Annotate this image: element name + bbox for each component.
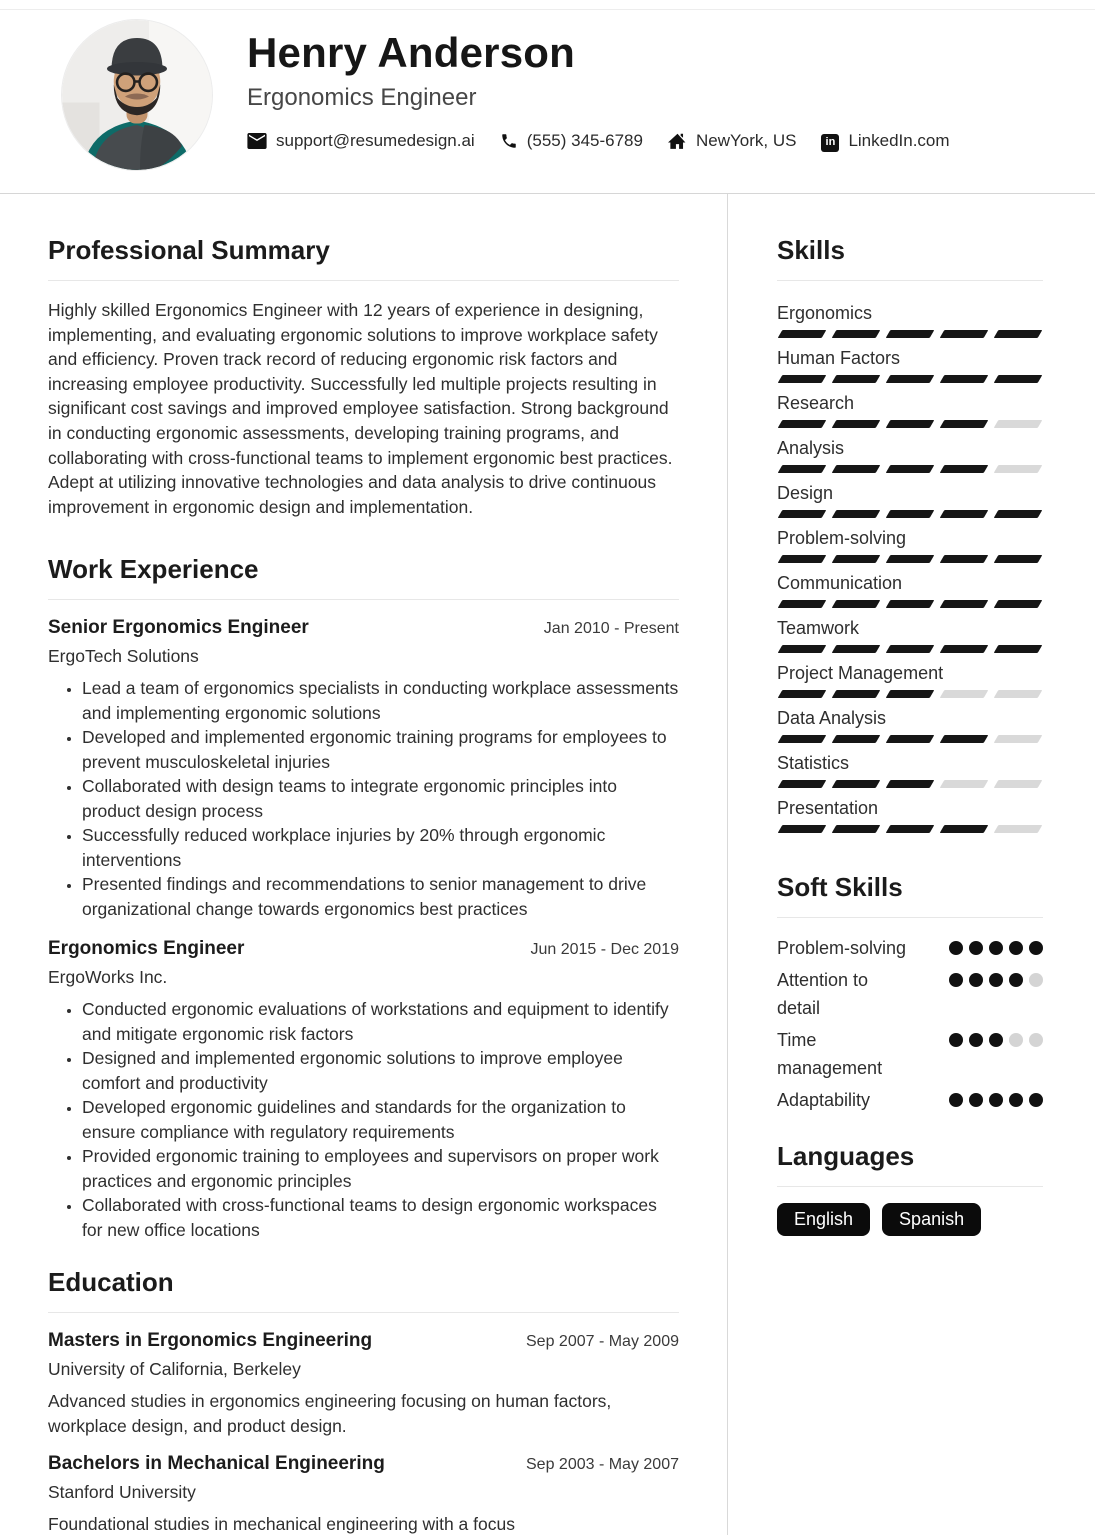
resume-body [0,194,1095,1535]
job-title: Ergonomics Engineer [48,938,245,960]
email-icon [247,133,267,149]
person-title: Ergonomics Engineer [247,84,477,111]
skill-bar-segment [994,510,1043,518]
skill-bar-segment [778,465,827,473]
skill-bar-segment [994,780,1043,788]
job-bullet: • Developed ergonomic guidelines and standards for the organization to ensure compliance with regulatory requirements [82,1095,679,1144]
skill-name: Analysis [777,438,845,458]
contact-text: NewYork, US [695,130,797,150]
soft-skill-dot [1029,1033,1043,1047]
work-experience-section [48,553,679,1242]
skill-bar-segment [778,735,827,743]
skill-item [777,751,1043,788]
skill-bar-segment [832,330,881,338]
soft-skill-dot [1009,1033,1023,1047]
skill-bar-segment [886,330,935,338]
education-head [48,1329,679,1353]
skill-bar-segment [886,825,935,833]
skill-name: Design [777,483,834,503]
education-description: Foundational studies in mechanical engineering with a focus [48,1514,515,1535]
languages-section [777,1140,1043,1236]
skill-level-bar [777,375,1043,383]
skill-level-bar [777,600,1043,608]
skill-level-bar [777,510,1043,518]
skill-item [777,436,1043,473]
skill-bar-segment [940,600,989,608]
soft-skill-dots [949,1093,1043,1107]
skill-bar-segment [994,375,1043,383]
skill-name: Problem-solving [777,528,907,548]
contact-row [247,130,1095,152]
skill-bar-segment [832,600,881,608]
skill-level-bar [777,330,1043,338]
soft-skill-dot [989,973,1003,987]
skill-name: Teamwork [777,618,860,638]
soft-skill-dot [949,941,963,955]
skill-item [777,301,1043,338]
skill-bar-segment [940,510,989,518]
soft-skill-item [777,934,1043,962]
sidebar-column [728,194,1095,1535]
job-head [48,616,679,640]
job-bullets [48,676,679,921]
skill-item [777,346,1043,383]
skill-item [777,661,1043,698]
degree-title: Bachelors in Mechanical Engineering [48,1453,385,1475]
skill-bar-segment [994,330,1043,338]
education-description: Advanced studies in ergonomics engineering focusing on human factors, workplace design, and product design. [48,1391,612,1436]
skill-bar-segment [886,510,935,518]
skill-bar-segment [940,780,989,788]
job-bullet: • Conducted ergonomic evaluations of workstations and equipment to identify and mitigate ergonomic risk factors [82,997,679,1046]
skill-bar-segment [778,780,827,788]
summary-text: Highly skilled Ergonomics Engineer with 12 years of experience in designing, implementing, and evaluating ergonomic solutions to improve workplace safety and efficiency. Proven track record of reducing ergonomic risk factors and increasing employee productivity. Successfully led multiple projects resulting in significant cost savings and improved employee satisfaction. Strong background in conducting ergonomic assessments, developing training programs, and collaborating with cross-functional teams to implement ergonomic best practices. Adept at utilizing innovative technologies and data analysis to drive continuous improvement in ergonomic design and implementation. [48,300,673,517]
job-entry [48,616,679,921]
education-section [48,1266,679,1537]
jobs-list [48,616,679,1242]
skill-bar-segment [994,465,1043,473]
skill-level-bar [777,465,1043,473]
skill-bar-segment [886,600,935,608]
education-dates: Sep 2003 - May 2007 [526,1456,679,1474]
job-company: ErgoTech Solutions [48,646,199,667]
skill-bar-segment [778,510,827,518]
language-pill: English [777,1203,870,1236]
skill-item [777,706,1043,743]
skill-bar-segment [832,420,881,428]
soft-skill-dot [969,1093,983,1107]
linkedin-icon [821,130,839,152]
skill-name: Human Factors [777,348,901,368]
soft-skill-name: Adaptability [777,1090,871,1110]
soft-skill-dot [969,941,983,955]
skill-level-bar [777,735,1043,743]
skill-bar-segment [940,330,989,338]
skill-level-bar [777,555,1043,563]
skill-bar-segment [832,465,881,473]
job-bullet: • Provided ergonomic training to employees and supervisors on proper work practices and ergonomic principles [82,1144,679,1193]
resume-header [0,0,1095,194]
skills-heading: Skills [777,234,1043,281]
soft-skill-dot [1009,941,1023,955]
education-dates: Sep 2007 - May 2009 [526,1333,679,1351]
skill-bar-segment [940,690,989,698]
job-entry [48,937,679,1242]
skill-bar-segment [994,555,1043,563]
skill-bar-segment [832,780,881,788]
skill-bar-segment [886,420,935,428]
soft-skill-item [777,1026,1043,1082]
languages-list [777,1203,1043,1236]
job-head [48,937,679,961]
soft-skill-name: Attention to detail [777,970,869,1018]
soft-skill-dot [1009,973,1023,987]
skill-bar-segment [886,645,935,653]
skill-name: Ergonomics [777,303,873,323]
skill-name: Presentation [777,798,879,818]
skill-bar-segment [778,825,827,833]
contact-text: support@resumedesign.ai [276,130,475,150]
summary-heading: Professional Summary [48,234,679,281]
education-entry [48,1452,679,1537]
job-bullet: • Developed and implemented ergonomic training programs for employees to prevent musculoskeletal injuries [82,725,679,774]
school-name: University of California, Berkeley [48,1359,301,1380]
job-bullet: • Collaborated with cross-functional teams to design ergonomic workspaces for new office locations [82,1193,679,1242]
soft-skill-name: Problem-solving [777,938,907,958]
skill-bar-segment [994,825,1043,833]
degree-title: Masters in Ergonomics Engineering [48,1330,373,1352]
soft-skill-dot [989,1093,1003,1107]
skill-bar-segment [940,825,989,833]
contact-item-linkedin[interactable] [821,130,949,152]
job-dates: Jan 2010 - Present [543,620,679,638]
skill-bar-segment [886,555,935,563]
skill-item [777,616,1043,653]
education-head [48,1452,679,1476]
skill-bar-segment [994,645,1043,653]
education-entry [48,1329,679,1438]
soft-skill-dot [989,1033,1003,1047]
job-title: Senior Ergonomics Engineer [48,617,309,639]
skill-bar-segment [994,735,1043,743]
contact-item-home[interactable] [668,131,796,151]
education-list [48,1329,679,1537]
skill-bar-segment [778,690,827,698]
skill-bar-segment [778,420,827,428]
job-bullet: • Collaborated with design teams to integrate ergonomic principles into product design process [82,774,679,823]
job-bullet: • Successfully reduced workplace injuries by 20% through ergonomic interventions [82,823,679,872]
job-bullet: • Designed and implemented ergonomic solutions to improve employee comfort and productivity [82,1046,679,1095]
skill-name: Data Analysis [777,708,887,728]
contact-text: LinkedIn.com [848,130,950,150]
linkedin-icon: in [821,134,839,152]
soft-skills-heading: Soft Skills [777,871,1043,918]
skill-bar-segment [886,780,935,788]
job-bullet: • Lead a team of ergonomics specialists in conducting workplace assessments and implementing ergonomic solutions [82,676,679,725]
soft-skill-dots [949,941,1043,955]
skill-bar-segment [940,735,989,743]
skill-bar-segment [940,375,989,383]
skill-level-bar [777,825,1043,833]
soft-skill-item [777,966,1043,1022]
skill-bar-segment [940,420,989,428]
skill-bar-segment [886,465,935,473]
skill-bar-segment [832,375,881,383]
soft-skill-dot [989,941,1003,955]
skill-bar-segment [832,825,881,833]
skill-level-bar [777,645,1043,653]
skill-bar-segment [832,735,881,743]
skill-bar-segment [832,645,881,653]
education-heading: Education [48,1266,679,1313]
contact-item-email[interactable] [247,131,475,151]
summary-section [48,234,679,519]
soft-skill-item [777,1086,1043,1114]
skill-bar-segment [940,645,989,653]
skill-bar-segment [832,690,881,698]
skill-bar-segment [994,600,1043,608]
skill-item [777,571,1043,608]
skill-bar-segment [886,375,935,383]
soft-skill-name: Time management [777,1030,883,1078]
skill-name: Research [777,393,855,413]
skill-bar-segment [778,645,827,653]
skill-bar-segment [886,690,935,698]
phone-icon [500,132,518,150]
skill-bar-segment [832,555,881,563]
soft-skill-dot [1029,1093,1043,1107]
soft-skill-dot [1009,1093,1023,1107]
soft-skill-dot [969,973,983,987]
skill-name: Statistics [777,753,850,773]
soft-skill-dot [949,1033,963,1047]
avatar [62,20,212,170]
skill-level-bar [777,690,1043,698]
skill-bar-segment [886,735,935,743]
main-column [0,194,728,1535]
skills-section [777,234,1043,833]
skill-bar-segment [778,555,827,563]
contact-item-phone[interactable] [500,131,643,151]
skill-bar-segment [778,330,827,338]
job-dates: Jun 2015 - Dec 2019 [530,941,679,959]
avatar-illustration [62,20,212,170]
contact-text: (555) 345-6789 [526,130,643,150]
soft-skills-section [777,871,1043,1114]
soft-skill-dots [949,973,1043,987]
soft-skill-dot [949,973,963,987]
skills-list [777,301,1043,833]
skill-bar-segment [778,375,827,383]
skill-bar-segment [832,510,881,518]
soft-skill-dot [969,1033,983,1047]
person-name: Henry Anderson [247,29,575,76]
job-bullet: • Presented findings and recommendations to senior management to drive organizational change towards ergonomics best practices [82,872,679,921]
skill-level-bar [777,420,1043,428]
soft-skill-dot [1029,941,1043,955]
languages-heading: Languages [777,1140,1043,1187]
skill-name: Communication [777,573,903,593]
soft-skills-list [777,934,1043,1114]
job-bullets [48,997,679,1242]
skill-bar-segment [778,600,827,608]
skill-name: Project Management [777,663,944,683]
home-icon [668,132,687,149]
skill-bar-segment [994,420,1043,428]
skill-bar-segment [940,555,989,563]
work-experience-heading: Work Experience [48,553,679,600]
soft-skill-dots [949,1033,1043,1047]
skill-bar-segment [994,690,1043,698]
school-name: Stanford University [48,1482,196,1503]
skill-item [777,796,1043,833]
skill-item [777,526,1043,563]
skill-item [777,481,1043,518]
soft-skill-dot [949,1093,963,1107]
job-company: ErgoWorks Inc. [48,967,168,988]
soft-skill-dot [1029,973,1043,987]
skill-bar-segment [940,465,989,473]
skill-level-bar [777,780,1043,788]
language-pill: Spanish [882,1203,981,1236]
skill-item [777,391,1043,428]
